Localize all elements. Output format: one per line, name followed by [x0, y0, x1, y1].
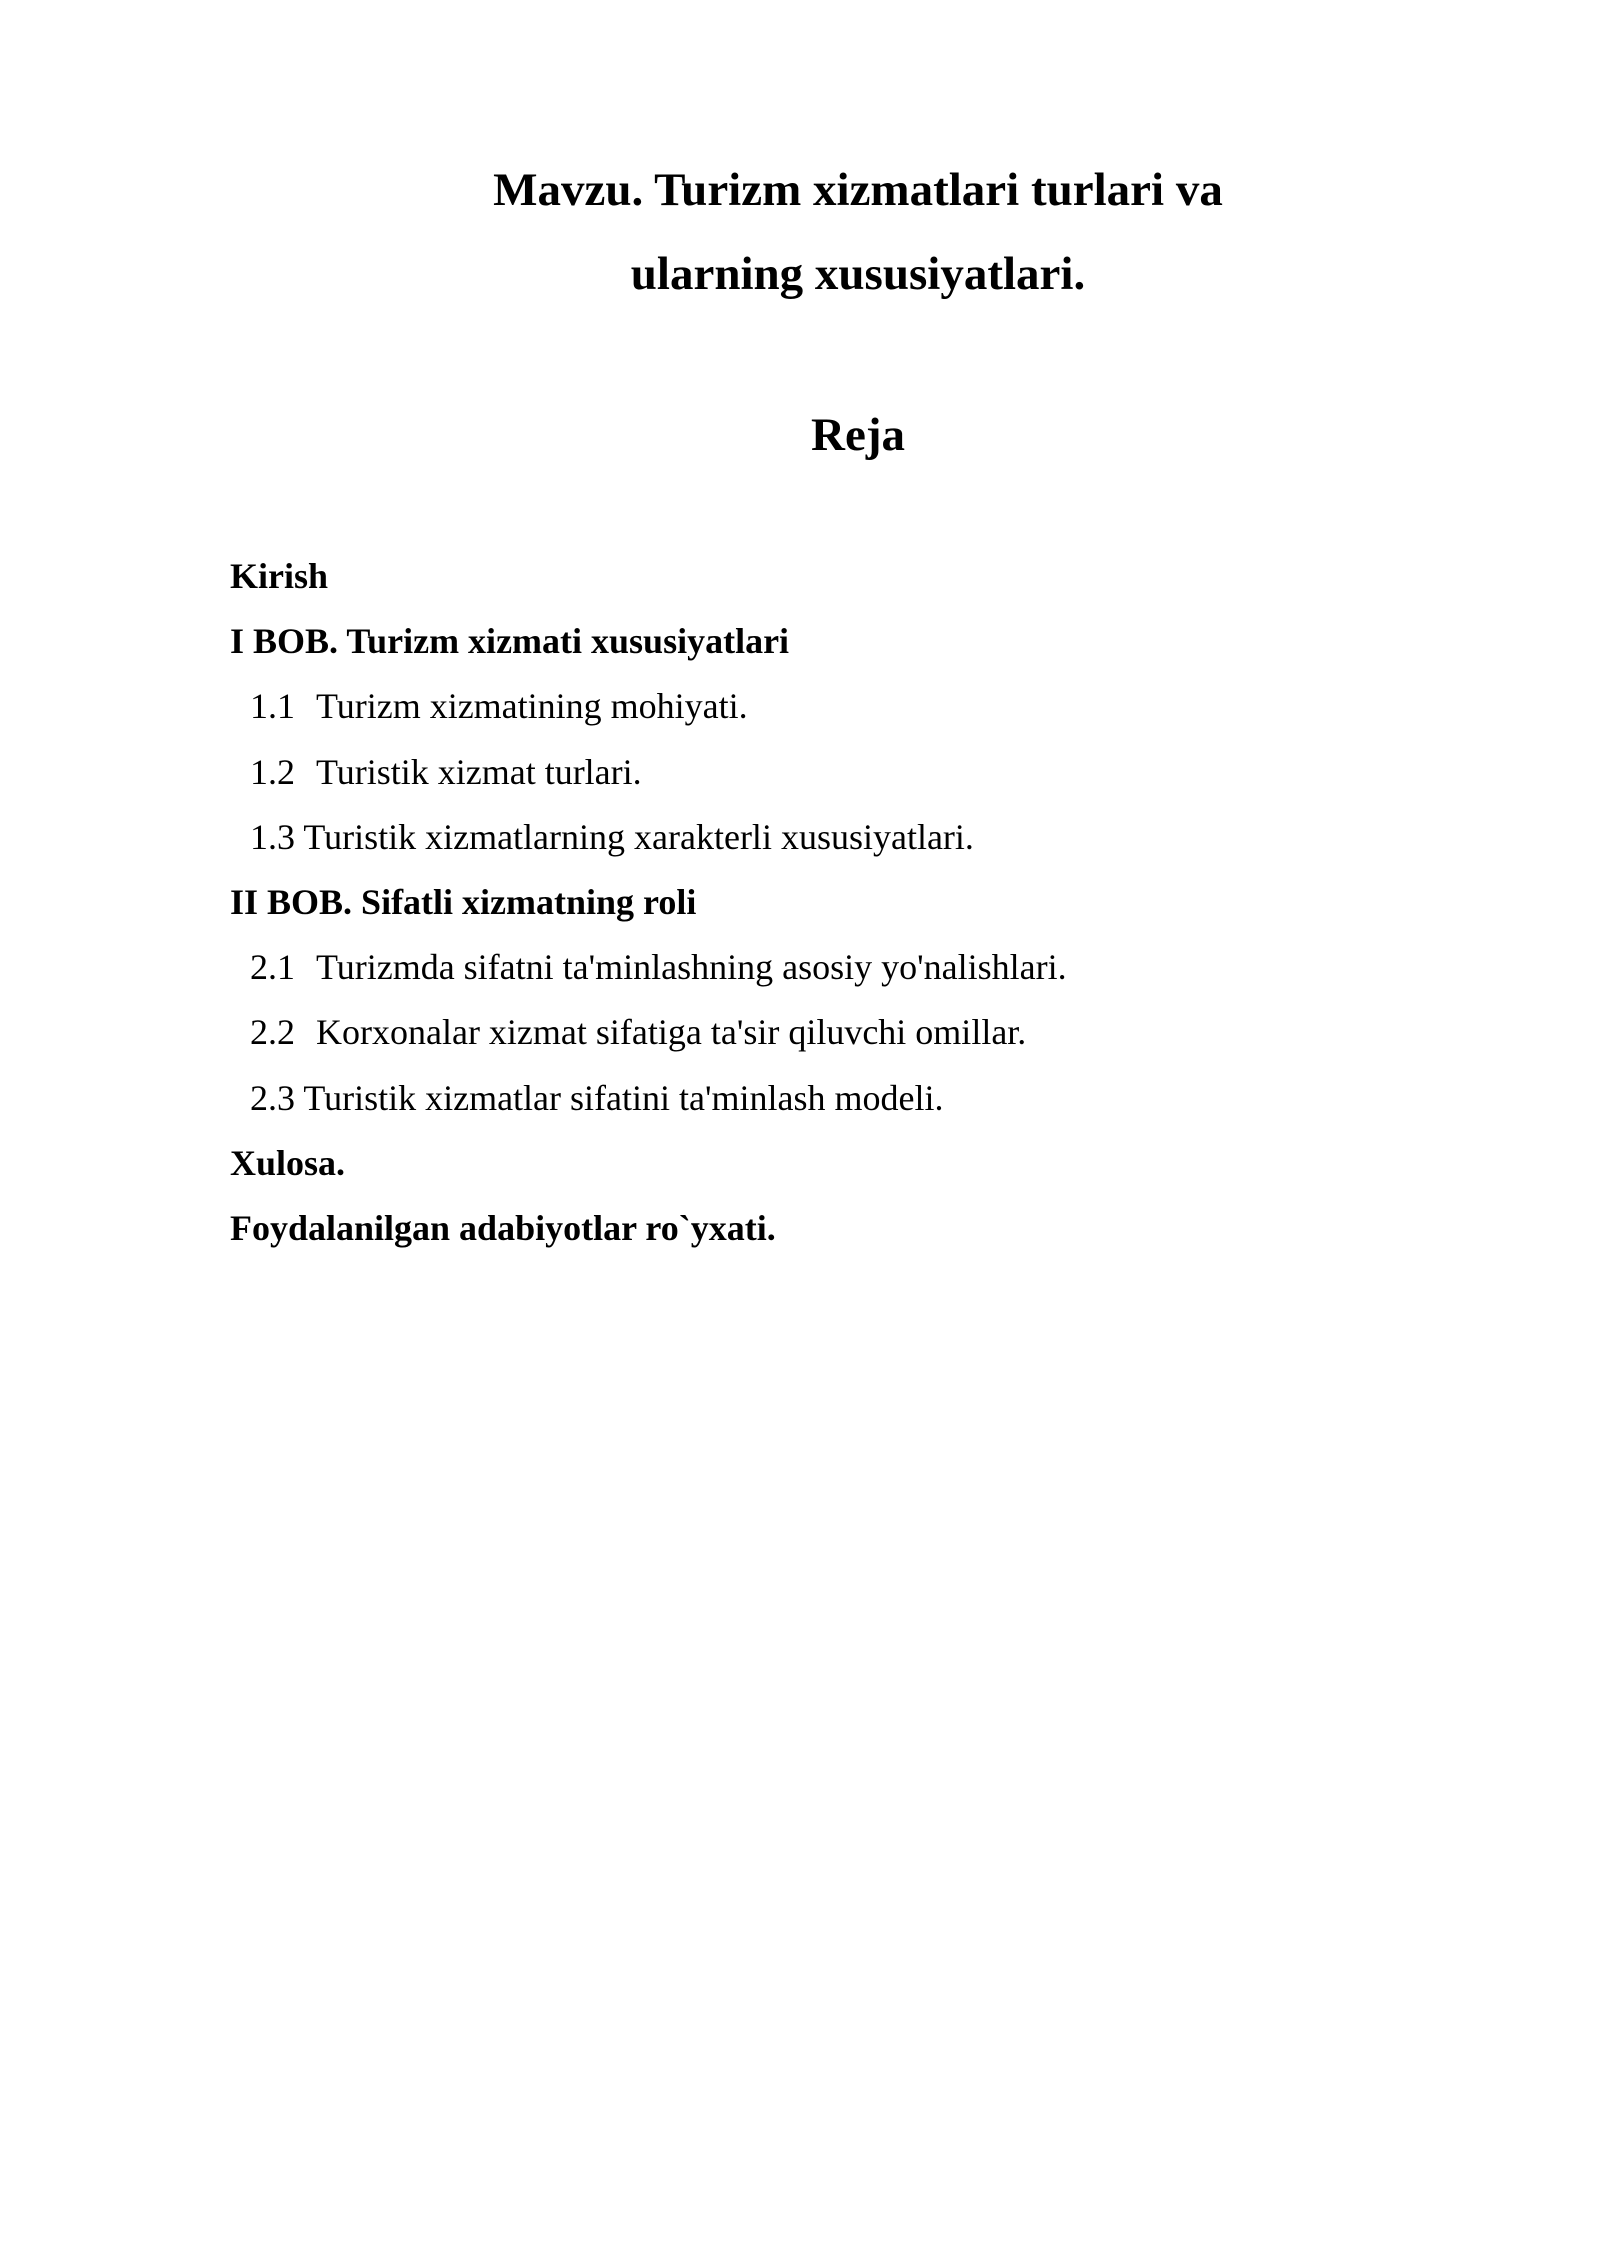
toc-references: Foydalanilgan adabiyotlar ro`yxati. — [230, 1207, 776, 1248]
toc-item-text: Turizmda sifatni ta'minlashning asosiy yo'nalishlari. — [316, 947, 1067, 988]
title-line-1: Mavzu. Turizm xizmatlari turlari va — [493, 164, 1223, 216]
title-line-2: ularning xususiyatlari. — [630, 248, 1086, 300]
plan-heading: Reja — [811, 409, 905, 461]
toc-item-1-3 — [230, 805, 1430, 870]
toc-item-number: 1.2 — [250, 751, 295, 792]
toc-item-number: 1.1 — [250, 686, 295, 727]
toc-item-2-3 — [230, 1066, 1430, 1131]
toc-item-text: Turistik xizmatlarning xarakterli xususiyatlari. — [303, 816, 974, 857]
toc-chapter-1: I BOB. Turizm xizmati xususiyatlari — [230, 621, 790, 662]
toc-chapter-2: II BOB. Sifatli xizmatning roli — [230, 881, 697, 922]
toc-item-2-2 — [230, 1000, 1430, 1065]
toc-item-text: Turistik xizmat turlari. — [316, 751, 642, 792]
toc-item-1-1 — [230, 674, 1430, 739]
toc-item-number: 1.3 — [250, 816, 295, 857]
toc-item-text: Turizm xizmatining mohiyati. — [316, 686, 748, 727]
toc-item-2-1 — [230, 935, 1430, 1000]
toc-item-text: Korxonalar xizmat sifatiga ta'sir qiluvchi omillar. — [316, 1012, 1027, 1053]
toc-item-1-2 — [230, 740, 1430, 805]
document-title — [0, 148, 1600, 316]
toc-item-number: 2.1 — [250, 947, 295, 988]
toc-item-text: Turistik xizmatlar sifatini ta'minlash modeli. — [303, 1077, 944, 1118]
toc-intro: Kirish — [230, 556, 329, 596]
toc-conclusion: Xulosa. — [230, 1142, 346, 1183]
table-of-contents — [230, 544, 1430, 1261]
toc-item-number: 2.2 — [250, 1012, 295, 1053]
toc-item-number: 2.3 — [250, 1077, 295, 1118]
